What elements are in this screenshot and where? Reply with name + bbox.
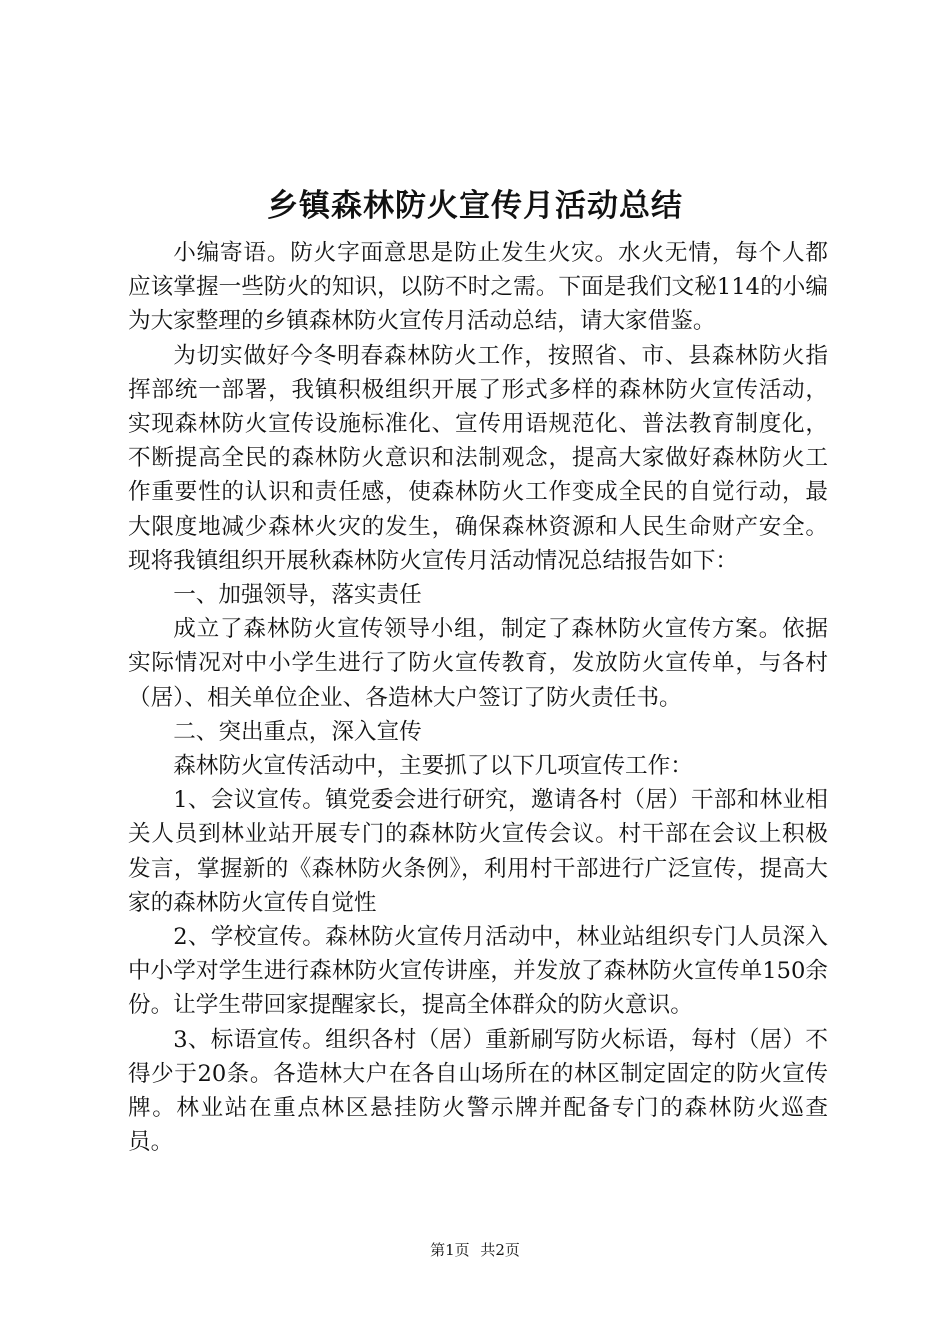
overview-paragraph: 为切实做好今冬明春森林防火工作，按照省、市、县森林防火指挥部统一部署，我镇积极组织开展了形式多样的森林防火宣传活动，实现森林防火宣传设施标准化、宣传用语规范化、普法教育制度化，不断提高全民的森林防火意识和法制观念，提高大家做好森林防火工作重要性的认识和责任感，使森林防火工作变成全民的自觉行动，最大限度地减少森林火灾的发生，确保森林资源和人民生命财产安全。现将我镇组织开展秋森林防火宣传月活动情况总结报告如下： <box>128 342 828 574</box>
page-footer <box>0 1240 950 1260</box>
section-2-intro-paragraph: 森林防火宣传活动中，主要抓了以下几项宣传工作： <box>173 753 693 780</box>
section-heading-2: 二、突出重点，深入宣传 <box>173 718 422 745</box>
section-1-paragraph: 成立了森林防火宣传领导小组，制定了森林防火宣传方案。依据实际情况对中小学生进行了防火宣传教育，发放防火宣传单，与各村（居）、相关单位企业、各造林大户签订了防火责任书。 <box>128 616 828 711</box>
school-publicity-paragraph: 2、学校宣传。森林防火宣传月活动中，林业站组织专门人员深入中小学对学生进行森林防火宣传讲座，并发放了森林防火宣传单150余份。让学生带回家提醒家长，提高全体群众的防火意识。 <box>128 924 828 1019</box>
intro-paragraph: 小编寄语。防火字面意思是防止发生火灾。水火无情，每个人都应该掌握一些防火的知识，以防不时之需。下面是我们文秘114的小编为大家整理的乡镇森林防火宣传月活动总结，请大家借鉴。 <box>128 240 828 335</box>
document-body <box>128 236 828 1159</box>
page-number: 第1页 <box>430 1241 470 1259</box>
meeting-publicity-paragraph: 1、会议宣传。镇党委会进行研究，邀请各村（居）干部和林业相关人员到林业站开展专门的森林防火宣传会议。村干部在会议上积极发言，掌握新的《森林防火条例》，利用村干部进行广泛宣传，提高大家的森林防火宣传自觉性 <box>128 787 828 916</box>
page-total: 共2页 <box>480 1241 520 1259</box>
document-title: 乡镇森林防火宣传月活动总结 <box>267 188 683 224</box>
slogan-publicity-paragraph: 3、标语宣传。组织各村（居）重新刷写防火标语，每村（居）不得少于20条。各造林大户在各自山场所在的林区制定固定的防火宣传牌。林业站在重点林区悬挂防火警示牌并配备专门的森林防火巡查员。 <box>128 1026 828 1156</box>
section-heading-1: 一、加强领导，落实责任 <box>173 582 422 609</box>
